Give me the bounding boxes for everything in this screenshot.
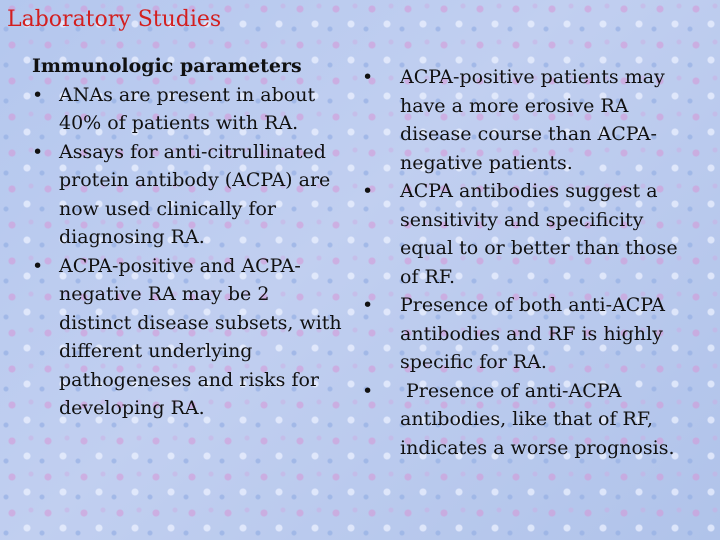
bullet-item: • ACPA-positive and ACPA-negative RA may be 2 distinct disease subsets, with different underlying pathogeneses and risks for developing RA. <box>32 252 344 423</box>
bullet-item: • Presence of both anti-ACPA antibodies and RF is highly specific for RA. <box>362 291 700 377</box>
bullet-item: • ANAs are present in about 40% of patients with RA. <box>32 81 344 138</box>
bullet-item: • Assays for anti-citrullinated protein antibody (ACPA) are now used clinically for diagnosing RA. <box>32 138 344 252</box>
left-bullet-list <box>32 81 344 423</box>
bullet-item: • ACPA-positive patients may have a more erosive RA disease course than ACPA-negative patients. <box>362 63 700 177</box>
bullet-item: • ACPA antibodies suggest a sensitivity and specificity equal to or better than those of RF. <box>362 177 700 291</box>
section-heading: Immunologic parameters <box>32 55 302 77</box>
right-bullet-list <box>362 63 700 462</box>
right-column <box>362 63 700 462</box>
slide-title: Laboratory Studies <box>7 7 222 32</box>
bullet-text: Presence of anti-ACPA antibodies, like that of RF, indicates a worse prognosis. <box>400 379 675 459</box>
bullet-item <box>362 377 700 463</box>
left-column <box>32 52 344 423</box>
